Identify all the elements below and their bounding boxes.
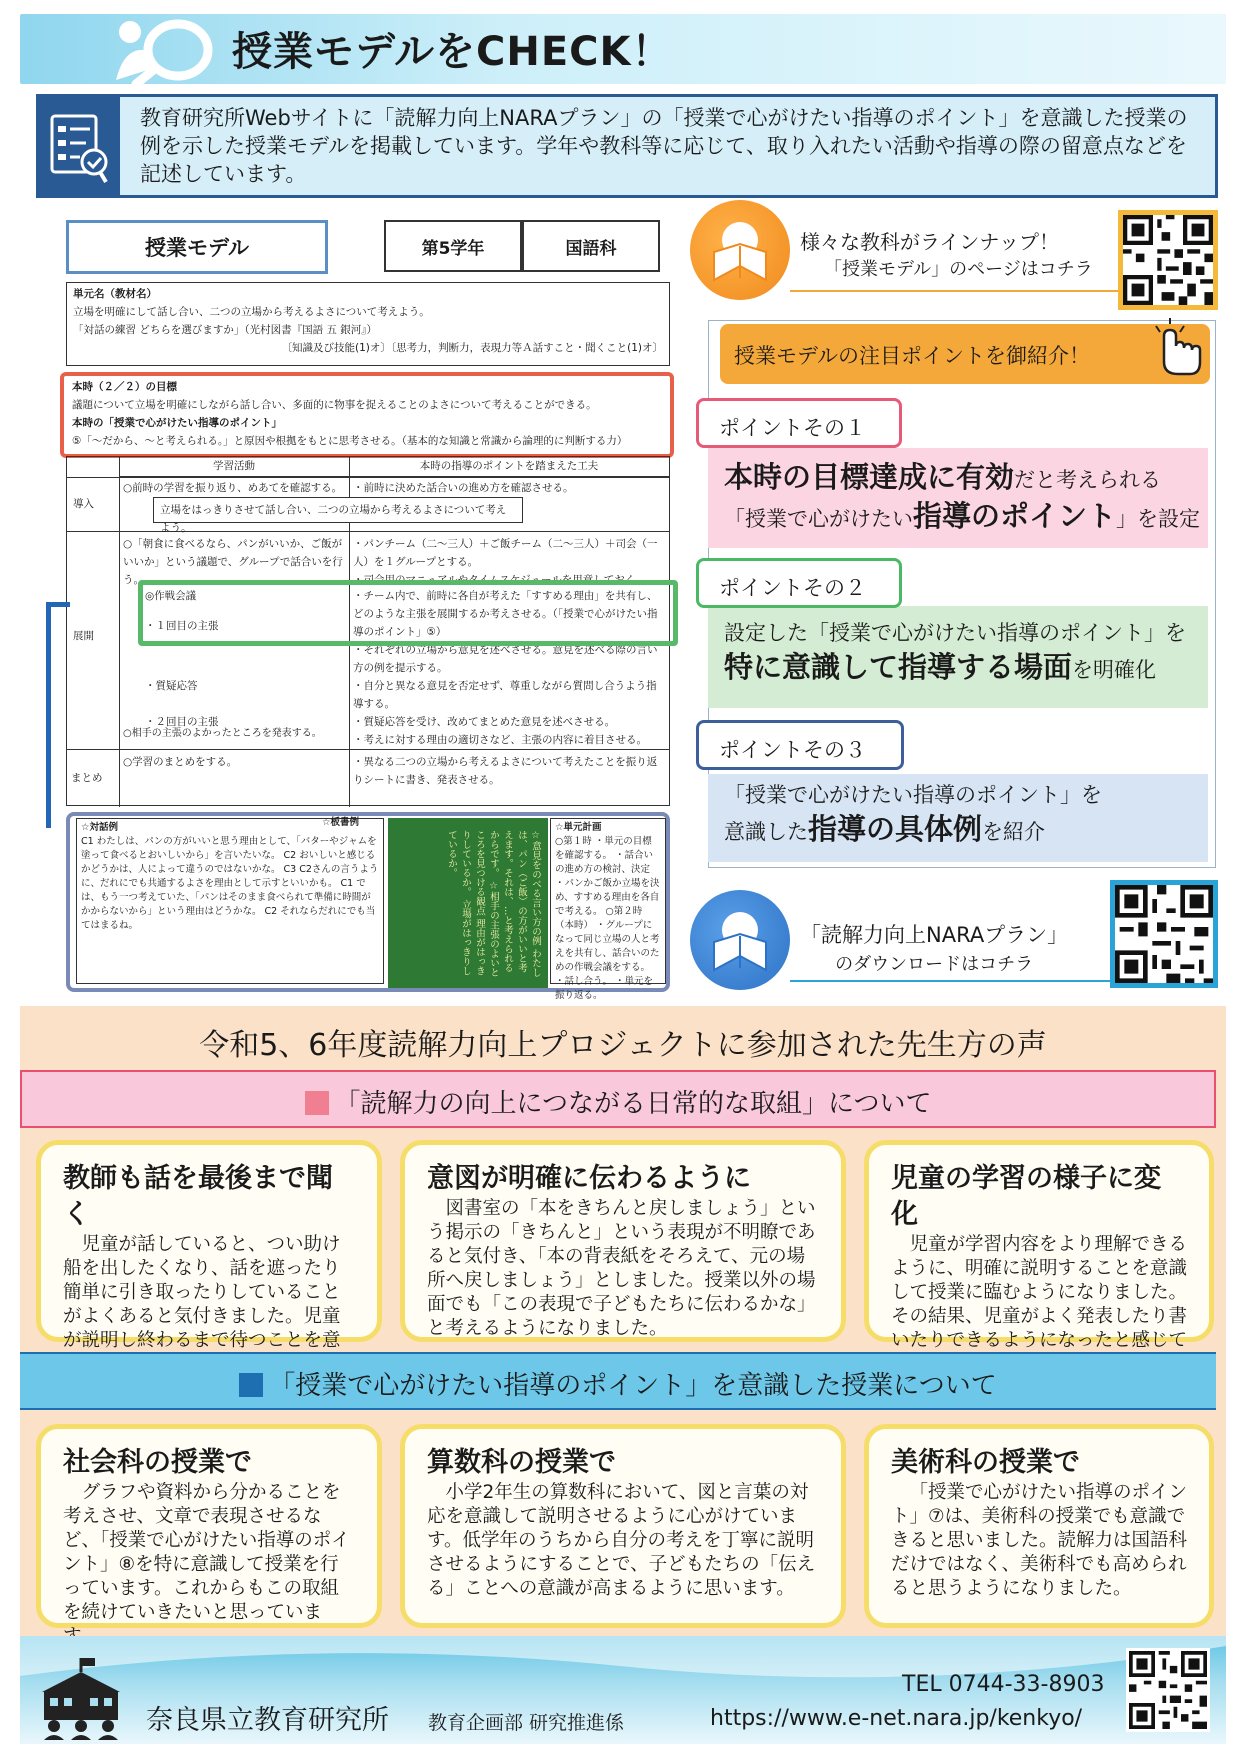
- point-4: ・それぞれの立場から意見を述べさせる。意見を述べる際の言い方の例を提示する。: [353, 644, 658, 674]
- qr-code-icon[interactable]: [1110, 880, 1218, 988]
- plan-text: ○第１時 ・単元の目標を確認する。 ・話合いの進め方の検討、決定 ・パンかご飯か立場を決め、すすめる理由を各自で考える。 ○第２時（本時） ・グループになって同じ立場の人と考えを共有し、話合いのための作戦会議をする。 ・話し合う。 ・単元を振り返る。: [555, 836, 660, 1001]
- point1-line2a: 「授業で心がけたい: [724, 507, 913, 531]
- voice-card-title: 意図が明確に伝わるように: [427, 1163, 751, 1194]
- point1-line1-emph: 本時の目標達成に有効: [724, 460, 1015, 494]
- point3-line1: 「授業で心がけたい指導のポイント」を: [724, 783, 1102, 807]
- section1-heading: [20, 1083, 1216, 1120]
- point3-line2b: を紹介: [982, 820, 1046, 844]
- point3-tag: ポイントその３: [696, 720, 904, 770]
- col-activity: 学習活動: [119, 457, 349, 477]
- organization-name: 奈良県立教育研究所: [146, 1705, 389, 1736]
- voice-card-text: 児童が学習内容をより理解できるように、明確に説明することを意識して授業に臨むようになりました。その結果、児童がよく発表したり書いたりできるようになったと感じて: [891, 1234, 1188, 1351]
- activity-5: ・質疑応答: [145, 680, 198, 692]
- download-line-2: のダウンロードはコチラ: [835, 954, 1034, 975]
- reading-child-icon: [690, 890, 790, 990]
- website-url[interactable]: https://www.e-net.nara.jp/kenkyo/: [710, 1706, 1083, 1731]
- magnifier-icon: [110, 10, 220, 90]
- download-text: [800, 920, 1068, 980]
- voice-card: [36, 1140, 382, 1351]
- section1-label: 「読解力の向上につながる日常的な取組」について: [334, 1089, 932, 1119]
- lesson-model-grade: 第5学年: [384, 220, 522, 272]
- board-text: ☆意見をのべる言い方の例 わたしは、パン（ご飯）の方がいいと考えます。それは、…と考えられるからです。 ☆相手の主張のよいところを見つける観点 理由がはっきりしているか。 立場がはっきりしているか。: [446, 830, 541, 978]
- plan-label: ☆単元計画: [555, 822, 602, 833]
- reading-child-icon: [690, 200, 790, 300]
- intro-text: 教育研究所Webサイトに「読解力向上NARAプラン」の「授業で心がけたい指導のポイント」を意識した授業の例を示した授業モデルを掲載しています。学年や教科等に応じて、取り入れたい活動や指導の際の留意点などを記述しています。: [140, 106, 1188, 186]
- point2-highlight-frame: [138, 580, 678, 646]
- activity-7: ○相手の主張のよかったところを発表する。: [123, 728, 322, 739]
- unit-line-2: 「対話の練習 どちらを選びますか」（光村図書『国語 五 銀河』）: [73, 324, 378, 336]
- lineup-line-2: 「授業モデル」のページはコチラ: [824, 259, 1093, 280]
- row-intro: 導入: [73, 498, 94, 510]
- point2-line2-emph: 特に意識して指導する場面: [724, 650, 1073, 684]
- voice-card: [864, 1140, 1214, 1351]
- point-3: ・チーム内で、前時に各自が考えた「すすめる理由」を共有し、どのような主張を展開するか考えさせる。（「授業で心がけたい指導のポイント」⑤）: [353, 590, 658, 638]
- point3-connector: [46, 602, 70, 828]
- point3-line2-emph: 指導の具体例: [808, 812, 983, 846]
- activity-1: ○前時の学習を振り返り、めあてを確認する。: [123, 482, 343, 494]
- point2-text: [724, 616, 1186, 689]
- lineup-text: [800, 228, 1093, 284]
- section2-label: 「授業で心がけたい指導のポイント」を意識した授業について: [269, 1371, 997, 1401]
- activity-4: ・１回目の主張: [145, 620, 219, 632]
- download-underline: [790, 980, 1112, 982]
- lineup-circle: [690, 200, 790, 300]
- unit-line-3: 〔知識及び技能(1)オ〕〔思考力，判断力，表現力等Ａ話すこと・聞くこと(1)オ〕: [281, 342, 663, 354]
- point2-tag: ポイントその２: [696, 558, 902, 608]
- lesson-goal-box: [60, 372, 674, 458]
- activity-3: ◎作戦会議: [145, 590, 197, 602]
- point-2a: ・パンチーム（二〜三人）＋ご飯チーム（二〜三人）＋司会（一人）を１グループとする。: [353, 538, 658, 568]
- point3-line2a: 意識した: [724, 820, 808, 844]
- points-header: 授業モデルの注目ポイントを御紹介！: [734, 344, 1090, 368]
- point-2b: ・司会用のマニュアルやタイムスケジュールを用意しておく。: [353, 574, 646, 586]
- qr-code-lesson-model: [1123, 215, 1213, 305]
- activity-8: ○学習のまとめをする。: [123, 756, 238, 768]
- unit-label: 単元名（教材名）: [73, 288, 157, 300]
- point2-line1: 設定した「授業で心がけたい指導のポイント」を: [724, 621, 1186, 645]
- point-1: ・前時に決めた話合いの進め方を確認させる。: [353, 482, 574, 494]
- point1-tag: ポイントその１: [696, 398, 902, 448]
- blackboard-example: [388, 818, 548, 988]
- voice-card-text: 児童が話していると、つい助け船を出したくなり、話を遮ったり簡単に引き取ったりしていることがよくあると気付きました。児童が説明し終わるまで待つことを意: [63, 1234, 341, 1351]
- board-label: ☆板書例: [322, 817, 360, 828]
- school-building-icon: [34, 1656, 128, 1740]
- voice-card-text: 「授業で心がけたい指導のポイント」⑦は、美術科の授業でも意識できると思いました。読解力は国語科だけではなく、美術科でも高められると思うようになりました。: [891, 1482, 1188, 1599]
- voice-card-title: 社会科の授業で: [63, 1447, 252, 1478]
- lesson-model-subject: 国語科: [522, 220, 660, 272]
- checklist-icon: [36, 94, 120, 198]
- point-7: ・考えに対する理由の適切さなど、主張の内容に着目させる。: [353, 734, 647, 746]
- point1-line2-emph: 指導のポイント: [913, 499, 1117, 533]
- download-line-1: 「読解力向上NARAプラン」: [800, 923, 1069, 947]
- dialog-text: C1 わたしは、パンの方がいいと思う理由として、「バターやジャムを塗って食べるとおいしいから」を言いたいな。 C2 おいしいと感じるかどうかは、人によって違うのではないかな。 C3 C2さんの言うように、だれにでも共通するよさを理由として示すといいかも。 C1 では、もう一つ考えていた、「パンはそのまま食べられて準備に時間がかからないから」という理由はどうかな。 C2 それならだれにでも当てはまるね。: [81, 836, 379, 931]
- voice-card-text: 小学2年生の算数科において、図と言葉の対応を意識して説明させるように心がけています。低学年のうちから自分の考えを丁寧に説明させるようにすることで、子どもたちの「伝える」ことへの意識が高まるように思います。: [427, 1482, 816, 1599]
- voice-card-title: 美術科の授業で: [891, 1447, 1080, 1478]
- voice-card-title: 算数科の授業で: [427, 1447, 616, 1478]
- point1-line1: だと考えられる: [1014, 468, 1162, 492]
- lesson-unit-info: [66, 282, 670, 366]
- lesson-examples-box: [66, 812, 670, 1001]
- square-bullet-icon: [239, 1373, 263, 1397]
- lineup-line-1: 様々な教科がラインナップ！: [800, 230, 1059, 254]
- download-circle: [690, 890, 790, 990]
- pointing-hand-icon: [1138, 318, 1208, 378]
- row-summary: まとめ: [71, 772, 103, 784]
- unit-line-1: 立場を明確にして話し合い、二つの立場から考えるよさについて考えよう。: [73, 306, 430, 318]
- section2-heading: [20, 1365, 1216, 1402]
- lineup-underline: [790, 290, 1120, 292]
- department-name: 教育企画部 研究推進係: [428, 1712, 625, 1734]
- point-6: ・質疑応答を受け、改めてまとめた意見を述べさせる。: [353, 716, 616, 728]
- goal-text: 議題について立場を明確にしながら話し合い、多面的に物事を捉えることのよさについて考えることができる。: [72, 399, 597, 411]
- dialog-label: ☆対話例: [81, 822, 119, 833]
- col-points: 本時の指導のポイントを踏まえた工夫: [349, 457, 669, 477]
- activity-6: ・２回目の主張: [145, 716, 219, 728]
- voice-card: [400, 1424, 846, 1628]
- point-8: ・異なる二つの立場から考えるよさについて考えたことを振り返りシートに書き、発表させる。: [353, 756, 658, 786]
- qr-code-icon[interactable]: [1118, 210, 1218, 310]
- voice-card: [36, 1424, 382, 1628]
- voice-card-title: 教師も話を最後まで聞く: [63, 1163, 333, 1230]
- voice-card: [400, 1140, 846, 1342]
- point2-line2: を明確化: [1072, 658, 1157, 682]
- square-bullet-icon: [305, 1091, 329, 1115]
- intro-icon-box: [36, 94, 120, 198]
- qr-code-icon[interactable]: [1126, 1648, 1210, 1732]
- voice-card-text: グラフや資料から分かることを考えさせ、文章で表現させるなど、「授業で心がけたい指導のポイント」⑧を特に意識して授業を行っています。これからもこの取組を続けていきたいと思っていま: [63, 1482, 350, 1623]
- voice-card-title: 児童の学習の様子に変化: [891, 1163, 1161, 1230]
- goal-label: 本時（２／２）の目標: [72, 381, 177, 393]
- point1-text: [724, 460, 1200, 538]
- row-development: 展開: [73, 630, 94, 642]
- voices-title: 令和5、6年度読解力向上プロジェクトに参加された先生方の声: [199, 1028, 1047, 1063]
- voice-card: [864, 1424, 1214, 1628]
- point-5: ・自分と異なる意見を否定せず、尊重しながら質問し合うよう指導する。: [353, 680, 657, 710]
- page-title: 授業モデルをCHECK！: [232, 29, 673, 75]
- point3-text: [724, 778, 1102, 851]
- voice-card-text: 図書室の「本をきちんと戻しましょう」という掲示の「きちんと」という表現が不明瞭であると気付き、「本の背表紙をそろえて、元の場所へ戻しましょう」としました。授業以外の場面でも「この表現で子どもたちに伝わるかな」と考えるようになりました。: [427, 1198, 816, 1339]
- point-text: ⑤「〜だから、〜と考えられる。」と原因や根拠をもとに思考させる。（基本的な知識と常識から論理的に判断する力）: [72, 435, 628, 447]
- qr-code-website: [1129, 1651, 1207, 1729]
- phone-number: TEL 0744-33-8903: [902, 1672, 1105, 1697]
- qr-code-nara-plan: [1115, 885, 1213, 983]
- activity-1-goal: 立場をはっきりさせて話し合い、二つの立場から考えるよさについて考えよう。: [153, 497, 523, 523]
- lesson-model-title: 授業モデル: [66, 220, 328, 274]
- point1-line2b: 」を設定: [1116, 507, 1201, 531]
- activity-2: ○「朝食に食べるなら、パンがいいか、ご飯がいいか」という議題で、グループで話合いを行う。: [123, 538, 343, 586]
- point-label: 本時の「授業で心がけたい指導のポイント」: [72, 417, 282, 429]
